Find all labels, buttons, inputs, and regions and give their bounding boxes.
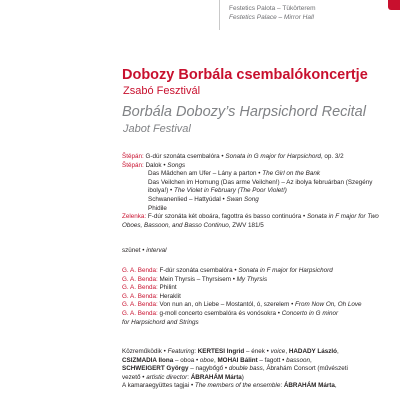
work-title-en: Sonata in F major for Harpsichord [238, 267, 333, 274]
performer-name: CSIZMADIA Ilona [122, 356, 174, 364]
composer-name: G. A. Benda: [122, 275, 158, 283]
program-item [122, 153, 390, 162]
program-part-one [122, 153, 390, 230]
performer-name: MOHAI Bálint [217, 356, 258, 364]
credits-text-en: voice [270, 348, 286, 355]
performer-name: HADADY László [288, 348, 337, 355]
work-title-en: Sonata in F major for Two Oboes, Bassoon, and Basso Continuo [122, 213, 379, 229]
credits-text: vezető • [122, 373, 147, 381]
credits-text-en: Featuring [167, 348, 195, 355]
composer-name: G. A. Benda: [122, 267, 158, 274]
credits-line [122, 365, 390, 374]
venue-hu: Festetics Palota – Tükörterem [229, 5, 316, 12]
credits-text-en: double bass [228, 365, 263, 373]
program-item [122, 276, 390, 285]
composer-name: Štěpán: [122, 153, 144, 160]
credits-text: : [187, 373, 191, 381]
program-item [122, 213, 390, 230]
work-title-hu: Dalok • [145, 161, 168, 169]
interval-en: interval [146, 247, 167, 254]
work-title-en: Songs [167, 161, 186, 169]
credits-line [122, 357, 390, 366]
performer-name: ÁBRAHÁM Márta [190, 373, 242, 381]
credits-block [122, 348, 390, 391]
song-title-hu: Das Mädchen am Ufer – Lány a parton • [148, 170, 263, 178]
composer-name: Zelenka: [122, 213, 147, 221]
credits-text: A kamaraegyüttes tagjai • [122, 382, 195, 390]
venue-block [229, 4, 316, 22]
work-title-hu: g-moll concerto csembalóra és vonósokra • [159, 309, 282, 317]
performer-name: SCHWEIGERT György [122, 365, 189, 373]
festival-name-en: Jabot Festival [123, 123, 191, 135]
header-divider [219, 0, 220, 30]
song-item [122, 170, 390, 179]
song-title-en: The Girl on the Bank [262, 170, 320, 178]
credits-text: , [309, 356, 312, 364]
song-title-hu: Das Veilchen im Hornung (Das arme Veilchen!) – Az ibolya februárban (Szegény ibolya!) • [148, 178, 373, 195]
composer-name: G. A. Benda: [122, 301, 158, 309]
interval-line [122, 247, 390, 256]
work-title-hu: F-dúr szonáta két oboára, fagottra és basso continuóra • [147, 213, 307, 221]
song-title-hu: Phidile [148, 204, 167, 212]
credits-text: – oboa • [173, 356, 200, 364]
program-item [122, 284, 390, 293]
song-item [122, 205, 390, 214]
work-title-en: From Now On, Oh Love [295, 301, 362, 309]
song-title-en: The Violet in February (The Poor Violet!) [174, 187, 287, 195]
composer-name: G. A. Benda: [122, 309, 158, 317]
credits-text-en: oboe [199, 356, 214, 364]
festival-name-hu: Zsabó Fesztivál [123, 85, 201, 97]
credits-text: , [285, 348, 289, 355]
program-item [122, 267, 390, 276]
venue-en: Festetics Palace – Mirror Hall [229, 14, 314, 21]
interval-hu: szünet • [122, 247, 147, 254]
credits-text: – fagott • [257, 356, 287, 364]
work-title-hu: F-dúr szonáta csembalóra • [159, 267, 239, 274]
work-title-hu: Heraklit [159, 292, 181, 300]
credits-line [122, 348, 390, 357]
header-band [0, 0, 400, 30]
credits-line [122, 382, 390, 391]
work-opus: , op. 3/2 [320, 153, 344, 160]
concert-title-hu: Dobozy Borbála csembalókoncertje [122, 67, 368, 83]
work-catalogue: , ZWV 181/5 [228, 221, 264, 229]
credits-text: : [280, 382, 284, 390]
work-title-hu: Mein Thyrsis – Thyrsisem • [159, 275, 237, 283]
work-title-en: Concerto in G minor [281, 309, 339, 317]
credits-text: , [334, 382, 337, 390]
credits-text: Közreműködik • [122, 348, 168, 355]
work-title-en: Sonata in G major for Harpsichord [225, 153, 321, 160]
work-title-hu: Philint [159, 284, 177, 292]
work-title-en: My Thyrsis [236, 275, 268, 283]
corner-tab-marker [388, 0, 400, 10]
song-item [122, 196, 390, 205]
program-item [122, 162, 390, 171]
credits-text-en: The members of the ensemble [194, 382, 281, 390]
song-title-hu: Schwanenlied – Hattyúdal • [148, 195, 227, 203]
program-item [122, 293, 390, 302]
performer-name: ÁBRAHÁM Márta [283, 382, 335, 390]
performer-name: KERTESI Ingrid [197, 348, 245, 355]
credits-text-en: artistic director [146, 373, 188, 381]
credits-text: : [194, 348, 198, 355]
credits-text: , [213, 356, 218, 364]
credits-text: – ének • [244, 348, 271, 355]
credits-text: ) [241, 373, 244, 381]
work-title-hu: G-dúr szonáta csembalóra • [145, 153, 226, 160]
work-title-hu: Von nun an, oh Liebe – Mostantól, ó, szerelem • [159, 301, 296, 309]
work-title-en-continued: for Harpsichord and Strings [122, 318, 199, 326]
credits-text: , Ábrahám Consort (művészeti [262, 365, 348, 373]
program-item [122, 310, 390, 319]
composer-name: Štěpán: [122, 161, 144, 169]
credits-text-en: bassoon [286, 356, 310, 364]
program-item [122, 301, 390, 310]
song-item [122, 179, 390, 196]
credits-text: , [336, 348, 339, 355]
program-part-two [122, 267, 390, 327]
song-title-en: Swan Song [226, 195, 259, 203]
credits-text: – nagybőgő • [188, 365, 229, 373]
concert-title-en: Borbála Dobozy’s Harpsichord Recital [122, 104, 366, 120]
composer-name: G. A. Benda: [122, 284, 158, 292]
composer-name: G. A. Benda: [122, 292, 158, 300]
